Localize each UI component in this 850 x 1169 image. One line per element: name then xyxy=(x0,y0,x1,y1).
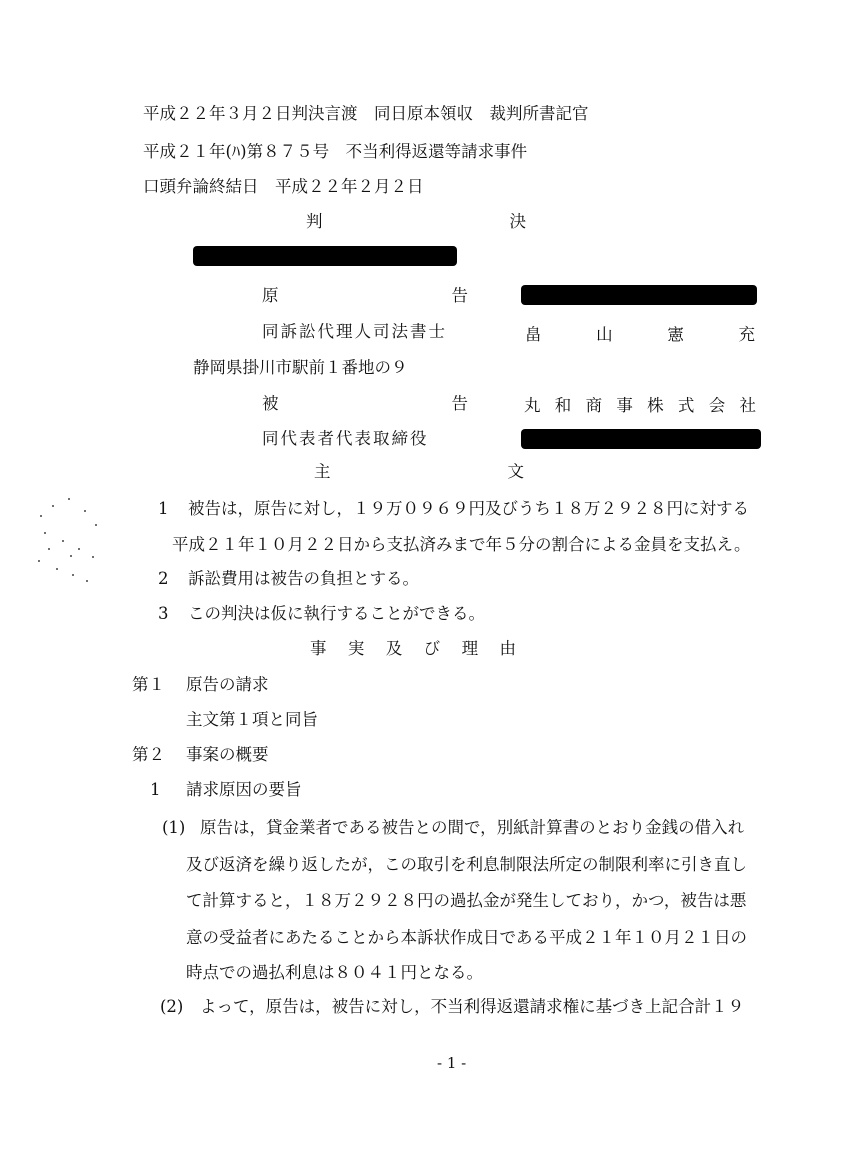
header-line-3: 口頭弁論終結日 平成２２年２月２日 xyxy=(143,177,424,196)
agent-name-char: 充 xyxy=(738,325,755,344)
main-item-1-line-1: 被告は，原告に対し，１９万０９６９円及びうち１８万２９２８円に対する xyxy=(188,499,749,518)
defendant-label-char: 被 xyxy=(262,394,279,413)
redaction-representative-name xyxy=(521,429,761,449)
main-item-2-number: 2 xyxy=(158,569,169,588)
header-line-1: 平成２２年３月２日判決言渡 同日原本領収 裁判所書記官 xyxy=(143,104,589,123)
section-2-title: 事案の概要 xyxy=(186,745,269,764)
agent-name-char: 憲 xyxy=(667,325,684,344)
judgment-heading-char: 判 xyxy=(306,212,323,231)
defendant-name-char: 和 xyxy=(554,396,572,415)
judgment-heading-char: 決 xyxy=(509,212,526,231)
defendant-name-char: 商 xyxy=(585,396,603,415)
defendant-name xyxy=(524,396,756,416)
paragraph-1-line-1: 原告は，貸金業者である被告との間で，別紙計算書のとおり金銭の借入れ xyxy=(200,818,745,837)
judgment-heading xyxy=(306,212,526,232)
section-1-body: 主文第１項と同旨 xyxy=(186,710,318,729)
paragraph-1-line-3: て計算すると，１８万２９２８円の過払金が発生しており，かつ，被告は悪 xyxy=(186,891,747,910)
agent-name-char: 畠 xyxy=(525,325,542,344)
facts-heading-char: 実 xyxy=(347,639,365,658)
representative-label: 同代表者代表取締役 xyxy=(262,429,429,448)
facts-heading-char: 及 xyxy=(385,639,403,658)
main-item-1-number: 1 xyxy=(158,499,169,518)
defendant-name-char: 丸 xyxy=(524,396,541,415)
main-item-1-line-2: 平成２１年１０月２２日から支払済みまで年５分の割合による金員を支払え。 xyxy=(172,535,751,554)
facts-heading-char: 理 xyxy=(461,639,479,658)
plaintiff-label-char: 告 xyxy=(451,286,468,305)
plaintiff-label xyxy=(262,286,468,306)
header-line-2: 平成２１年(ﾊ)第８７５号 不当利得返還等請求事件 xyxy=(143,142,528,161)
page-number: - 1 - xyxy=(437,1054,467,1072)
defendant-name-char: 社 xyxy=(739,396,756,415)
section-1-label: 第１ xyxy=(132,675,165,694)
main-item-2: 訴訟費用は被告の負担とする。 xyxy=(188,569,419,588)
facts-heading xyxy=(310,639,516,659)
paragraph-1-line-5: 時点での過払利息は８０４１円となる。 xyxy=(186,963,483,982)
defendant-label-char: 告 xyxy=(451,394,468,413)
facts-heading-char: び xyxy=(423,639,441,658)
redaction-plaintiff-address xyxy=(193,246,457,266)
defendant-label xyxy=(262,394,468,414)
defendant-name-char: 事 xyxy=(616,396,633,415)
paragraph-1-line-4: 意の受益者にあたることから本訴状作成日である平成２１年１０月２１日の xyxy=(186,928,747,947)
paragraph-2-line-1: よって，原告は，被告に対し，不当利得返還請求権に基づき上記合計１９ xyxy=(200,997,745,1016)
defendant-address: 静岡県掛川市駅前１番地の９ xyxy=(193,358,408,377)
facts-heading-char: 由 xyxy=(499,639,516,658)
main-item-3: この判決は仮に執行することができる。 xyxy=(188,604,485,623)
facts-heading-char: 事 xyxy=(310,639,327,658)
main-text-heading-char: 主 xyxy=(314,462,331,481)
main-item-3-number: 3 xyxy=(158,604,169,623)
paragraph-1-line-2: 及び返済を繰り返したが，この取引を利息制限法所定の制限利率に引き直し xyxy=(186,855,747,874)
defendant-name-char: 式 xyxy=(677,396,695,415)
defendant-name-char: 株 xyxy=(647,396,664,415)
defendant-name-char: 会 xyxy=(708,396,726,415)
agent-name-char: 山 xyxy=(596,325,613,344)
main-text-heading xyxy=(314,462,524,482)
agent-label: 同訴訟代理人司法書士 xyxy=(262,322,447,341)
main-text-heading-char: 文 xyxy=(507,462,524,481)
section-1-title: 原告の請求 xyxy=(186,675,269,694)
redaction-plaintiff-name xyxy=(521,285,757,305)
subsection-1-title: 請求原因の要旨 xyxy=(186,780,302,799)
paragraph-1-number: (1) xyxy=(162,818,186,837)
subsection-1-number: 1 xyxy=(150,780,161,799)
agent-name xyxy=(525,325,755,345)
section-2-label: 第２ xyxy=(132,745,165,764)
paragraph-2-number: (2) xyxy=(160,997,184,1016)
plaintiff-label-char: 原 xyxy=(262,286,279,305)
